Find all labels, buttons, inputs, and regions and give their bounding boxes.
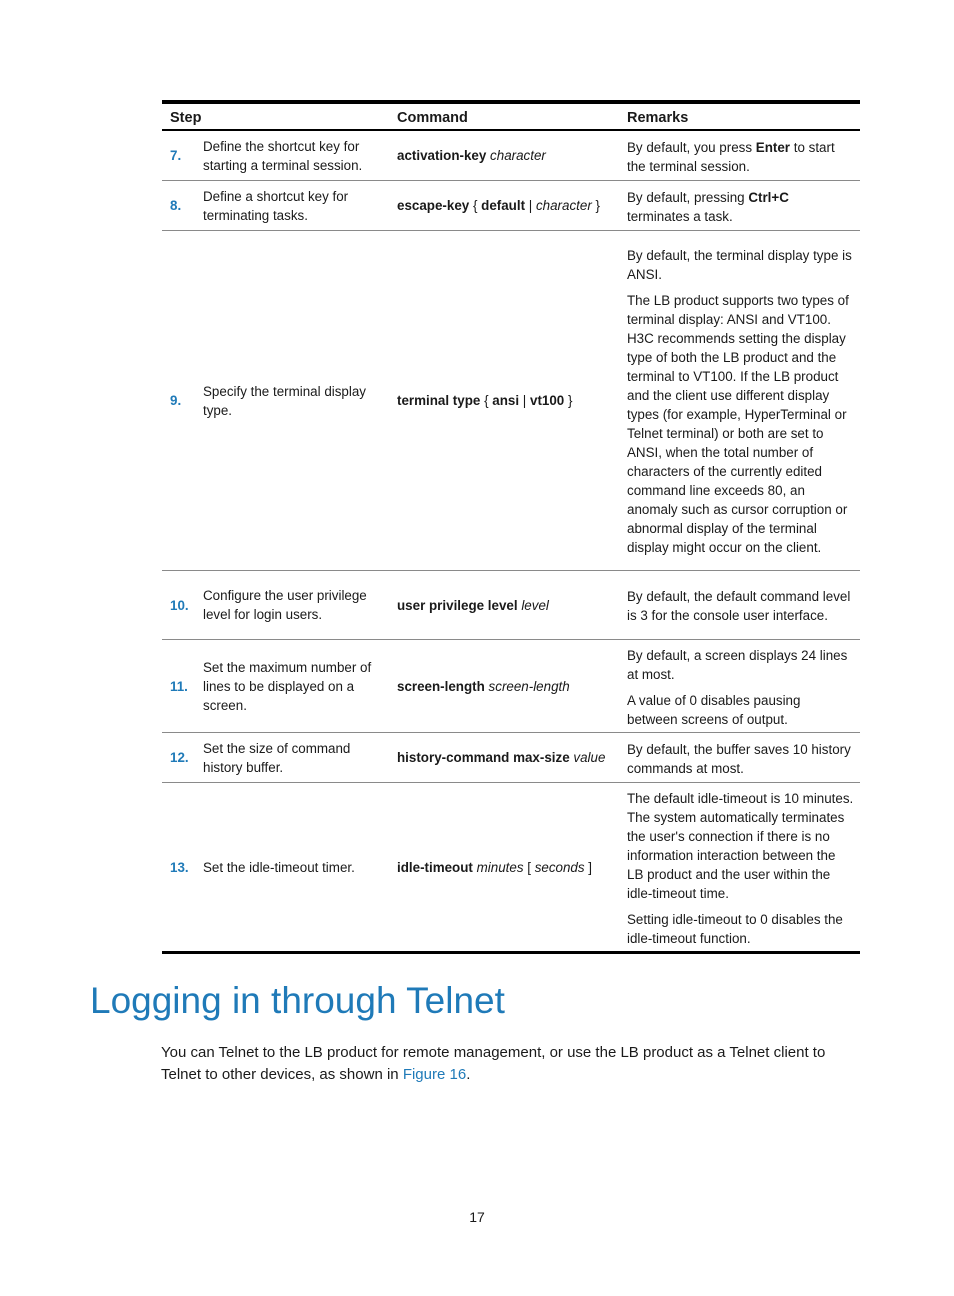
remark-paragraph	[627, 291, 854, 557]
command-cell	[389, 783, 619, 952]
table-header-row	[162, 104, 860, 129]
section-paragraph	[161, 1042, 869, 1085]
text-segment: to start the terminal session.	[627, 139, 835, 174]
command-syntax	[397, 196, 600, 215]
step-cell	[162, 640, 389, 733]
remarks-cell	[619, 231, 860, 570]
step-cell	[162, 231, 389, 570]
figure-link[interactable]: Figure 16	[402, 1065, 467, 1083]
header-step: Step	[170, 110, 202, 126]
command-keyword: Enter	[755, 139, 791, 155]
command-syntax	[397, 858, 592, 877]
remark-paragraph	[627, 691, 854, 729]
text-segment: }	[564, 393, 573, 408]
remark-paragraph	[627, 188, 854, 226]
command-keyword: default	[481, 198, 526, 213]
command-cell	[389, 231, 619, 570]
step-number: 8.	[170, 198, 182, 213]
table-row	[162, 131, 860, 181]
text-segment: {	[480, 393, 493, 408]
remark-paragraph	[627, 587, 854, 625]
table-row	[162, 181, 860, 231]
text-segment: By default, pressing	[627, 189, 749, 205]
command-argument: screen-length	[488, 679, 570, 694]
remarks-cell	[619, 181, 860, 230]
command-argument: character	[490, 148, 546, 163]
step-text: Set the maximum number of lines to be displayed on a screen.	[203, 660, 372, 713]
table-row	[162, 783, 860, 951]
command-syntax	[397, 391, 572, 410]
command-keyword: idle-timeout	[397, 860, 473, 875]
command-argument: character	[535, 198, 592, 213]
command-keyword: history-command max-size	[397, 750, 570, 765]
step-cell	[162, 733, 389, 782]
command-syntax	[397, 677, 570, 696]
step-text: Set the idle-timeout timer.	[203, 860, 355, 875]
text-segment: Setting idle-timeout to 0 disables the idle-timeout function.	[627, 912, 843, 946]
text-segment: [	[523, 860, 535, 875]
command-keyword: terminal type	[397, 393, 481, 408]
table-row	[162, 640, 860, 733]
paragraph-text: You can Telnet to the LB product for remote management, or use the LB product as a Telnet client to Telnet to other devices, as shown in	[161, 1044, 826, 1083]
remarks-cell	[619, 733, 860, 782]
remark-paragraph	[627, 789, 854, 903]
command-keyword: escape-key	[397, 198, 470, 213]
remark-paragraph	[627, 910, 854, 948]
step-cell	[162, 181, 389, 230]
command-keyword: activation-key	[397, 148, 487, 163]
command-keyword: ansi	[492, 393, 520, 408]
text-segment: By default, the default command level is 3 for the console user interface.	[627, 589, 851, 623]
remarks-cell	[619, 131, 860, 180]
command-argument: seconds	[534, 860, 585, 875]
step-text: Configure the user privilege level for login users.	[203, 588, 367, 622]
command-syntax	[397, 748, 605, 767]
command-argument: level	[521, 597, 549, 613]
remark-paragraph	[627, 646, 854, 684]
text-segment: A value of 0 disables pausing between screens of output.	[627, 693, 801, 727]
step-cell	[162, 571, 389, 639]
command-cell	[389, 640, 619, 733]
page-number: 17	[469, 1209, 485, 1225]
step-text: Specify the terminal display type.	[203, 383, 366, 418]
command-cell	[389, 733, 619, 782]
text-segment: By default, the terminal display type is ANSI.	[627, 248, 852, 282]
step-number: 11.	[170, 679, 188, 694]
section-heading: Logging in through Telnet	[90, 980, 505, 1021]
remark-paragraph	[627, 740, 854, 778]
paragraph-end: .	[466, 1065, 471, 1083]
remarks-cell	[619, 783, 860, 952]
text-segment: ]	[584, 860, 593, 875]
step-number: 7.	[170, 148, 182, 163]
step-cell	[162, 783, 389, 952]
command-argument: value	[573, 750, 606, 765]
command-syntax	[397, 596, 549, 615]
command-cell	[389, 131, 619, 180]
text-segment: |	[519, 393, 530, 408]
step-number: 13.	[170, 860, 189, 875]
command-syntax	[397, 146, 546, 165]
remark-paragraph	[627, 138, 854, 176]
command-keyword: Ctrl+C	[748, 189, 789, 205]
command-keyword: vt100	[530, 393, 565, 408]
step-text: Set the size of command history buffer.	[203, 740, 351, 775]
table-row	[162, 231, 860, 571]
command-keyword: screen-length	[397, 679, 485, 694]
text-segment: The LB product supports two types of terminal display: ANSI and VT100. H3C recommends setting the display type of both the LB product and the terminal to VT100. If the LB product and the client use different display types (for example, HyperTerminal or Telnet terminal) or both are set to ANSI, when the total number of characters of the currently edited command line exceeds 80, an anomaly such as cursor corruption or abnormal display of the terminal display might occur on the client.	[627, 293, 849, 555]
text-segment: By default, the buffer saves 10 history commands at most.	[627, 741, 851, 776]
text-segment: |	[525, 198, 536, 213]
table-row	[162, 733, 860, 783]
text-segment: }	[591, 198, 600, 213]
text-segment: {	[469, 198, 482, 213]
text-segment: By default, a screen displays 24 lines at most.	[627, 648, 848, 682]
remark-paragraph	[627, 246, 854, 284]
command-argument: minutes	[476, 860, 524, 875]
header-remarks: Remarks	[627, 110, 689, 126]
step-number: 10.	[170, 597, 189, 613]
header-command: Command	[397, 110, 468, 126]
command-cell	[389, 571, 619, 639]
remarks-cell	[619, 571, 860, 639]
config-steps-table	[162, 100, 860, 954]
remarks-cell	[619, 640, 860, 733]
text-segment: terminates a task.	[627, 208, 733, 224]
step-text: Define a shortcut key for terminating tasks.	[203, 188, 349, 223]
command-keyword: user privilege level	[397, 597, 518, 613]
step-number: 9.	[170, 393, 182, 408]
text-segment: The default idle-timeout is 10 minutes. The system automatically terminates the user's connection if there is no information interaction between the LB product and the user within the idle-timeout time.	[627, 791, 854, 901]
step-number: 12.	[170, 750, 189, 765]
command-cell	[389, 181, 619, 230]
step-text: Define the shortcut key for starting a terminal session.	[203, 138, 363, 173]
table-row	[162, 571, 860, 640]
step-cell	[162, 131, 389, 180]
text-segment: By default, you press	[627, 139, 756, 155]
